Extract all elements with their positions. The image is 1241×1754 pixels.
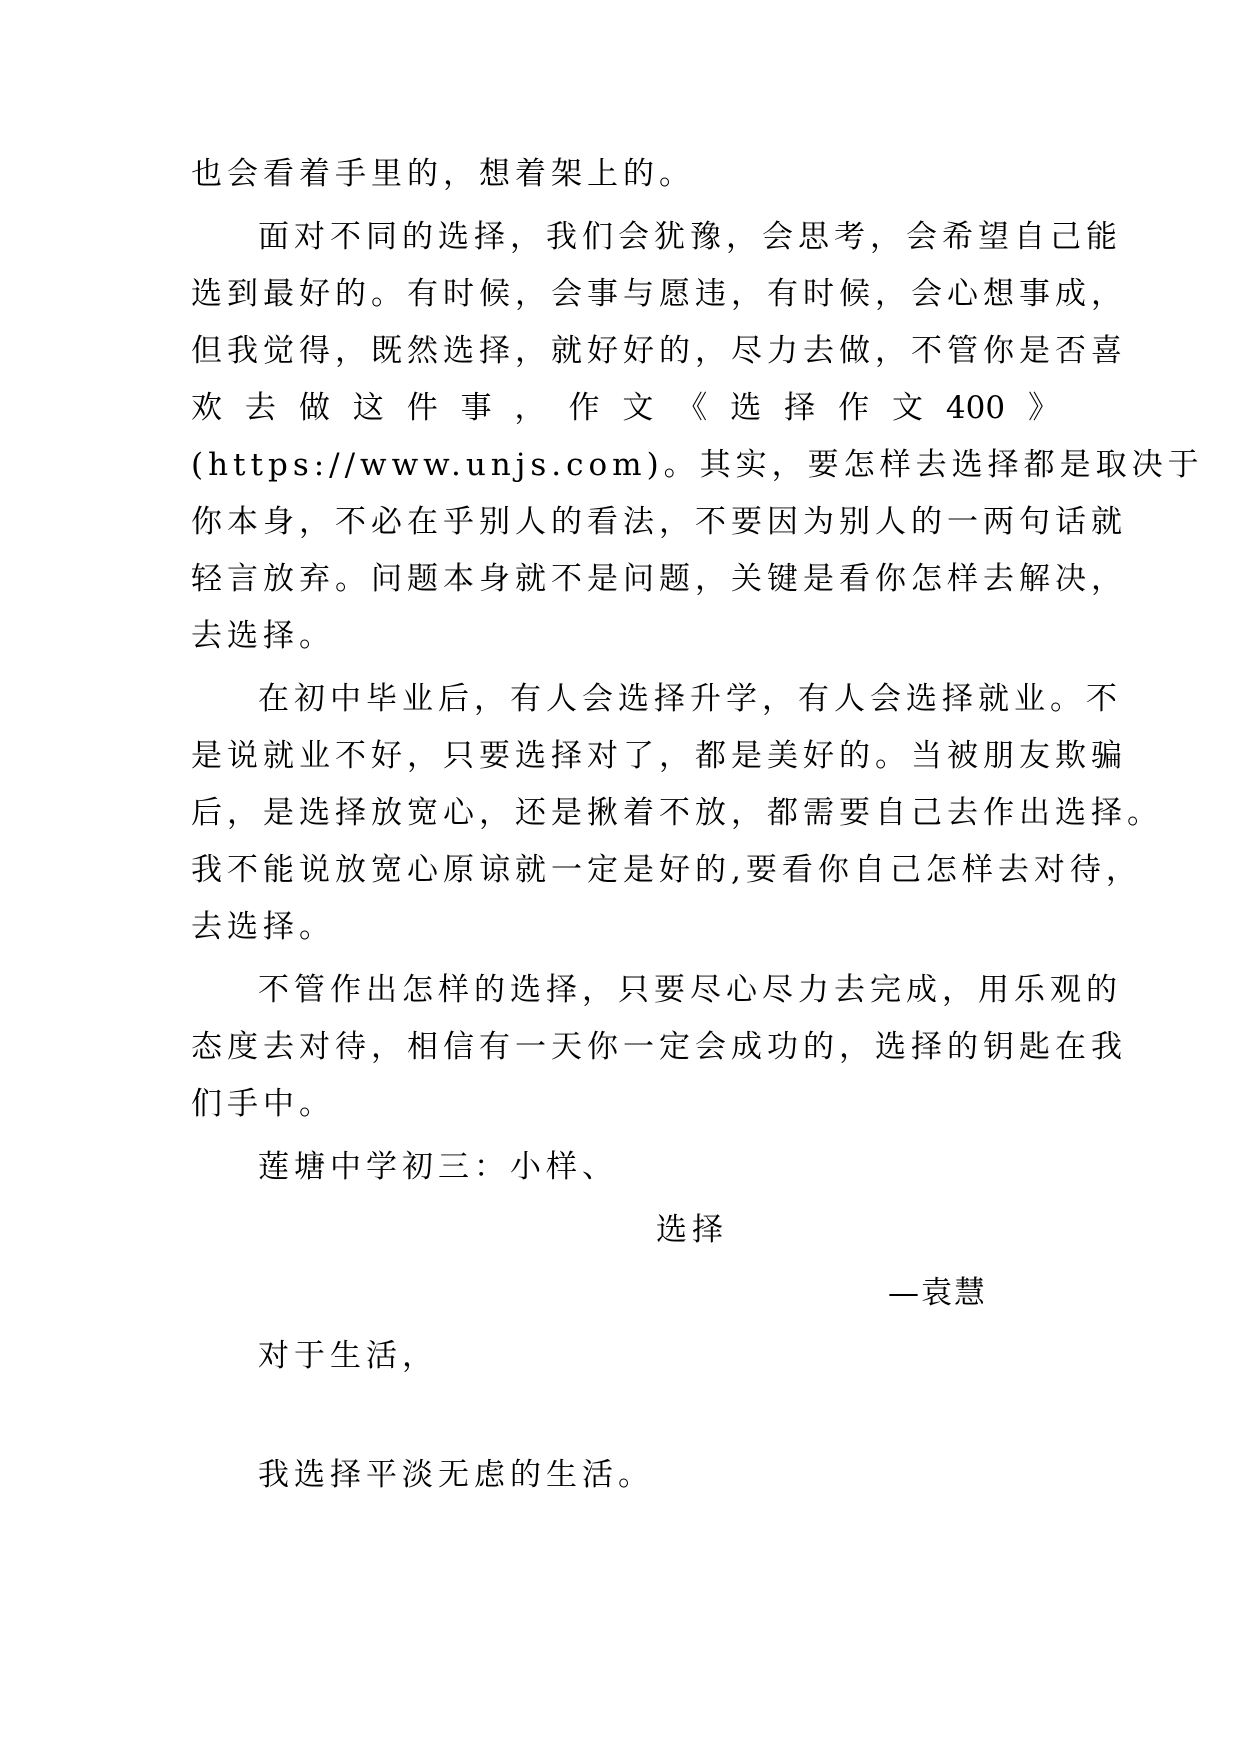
justified-char: 文 <box>891 390 923 426</box>
justified-char: 择 <box>784 390 816 426</box>
paragraph-line: 面对不同的选择，我们会犹豫，会思考，会希望自己能 <box>258 219 1122 255</box>
justified-char: 作 <box>568 390 600 426</box>
justified-line <box>191 385 1059 431</box>
paragraph-line: 也会看着手里的，想着架上的。 <box>191 156 695 192</box>
paragraph-line: 对于生活， <box>258 1338 438 1374</box>
justified-char: 文 <box>622 390 654 426</box>
justified-char: 》 <box>1028 390 1059 426</box>
paragraph-line: 是说就业不好，只要选择对了，都是美好的。当被朋友欺骗 <box>191 738 1127 774</box>
paragraph-line: 选到最好的。有时候，会事与愿违，有时候，会心想事成， <box>191 276 1127 312</box>
paragraph-line: 轻言放弃。问题本身就不是问题，关键是看你怎样去解决， <box>191 561 1127 597</box>
paragraph-line: 去选择。 <box>191 618 335 654</box>
justified-char: 做 <box>298 390 330 426</box>
justified-char: 作 <box>838 390 870 426</box>
justified-char: 事 <box>460 390 492 426</box>
paragraph-line: 们手中。 <box>191 1086 335 1122</box>
paragraph-line: 后，是选择放宽心，还是揪着不放，都需要自己去作出选择。 <box>191 795 1163 831</box>
justified-char: 这 <box>352 390 384 426</box>
justified-char: 欢 <box>191 390 222 426</box>
signature-line: 莲塘中学初三：小样、 <box>258 1149 618 1185</box>
paragraph-line: 在初中毕业后，有人会选择升学，有人会选择就业。不 <box>258 681 1122 717</box>
justified-char: 选 <box>730 390 762 426</box>
justified-char: 件 <box>406 390 438 426</box>
paragraph-line: 我不能说放宽心原谅就一定是好的,要看你自己怎样去对待， <box>191 852 1142 888</box>
paragraph-line: 你本身，不必在乎别人的看法，不要因为别人的一两句话就 <box>191 504 1127 540</box>
justified-char: ， <box>514 390 546 426</box>
justified-char: 400 <box>945 390 1006 426</box>
justified-char: 《 <box>676 390 708 426</box>
paragraph-line: (https://www.unjs.com)。其实，要怎样去选择都是取决于 <box>191 447 1204 483</box>
justified-char: 去 <box>244 390 276 426</box>
paragraph-line: 但我觉得，既然选择，就好好的，尽力去做，不管你是否喜 <box>191 333 1127 369</box>
paragraph-line: 去选择。 <box>191 909 335 945</box>
essay-title: 选择 <box>656 1212 728 1248</box>
paragraph-line: 态度去对待，相信有一天你一定会成功的，选择的钥匙在我 <box>191 1029 1127 1065</box>
essay-author: —袁慧 <box>888 1275 987 1311</box>
paragraph-line: 不管作出怎样的选择，只要尽心尽力去完成，用乐观的 <box>258 972 1122 1008</box>
paragraph-line: 我选择平淡无虑的生活。 <box>258 1457 654 1493</box>
